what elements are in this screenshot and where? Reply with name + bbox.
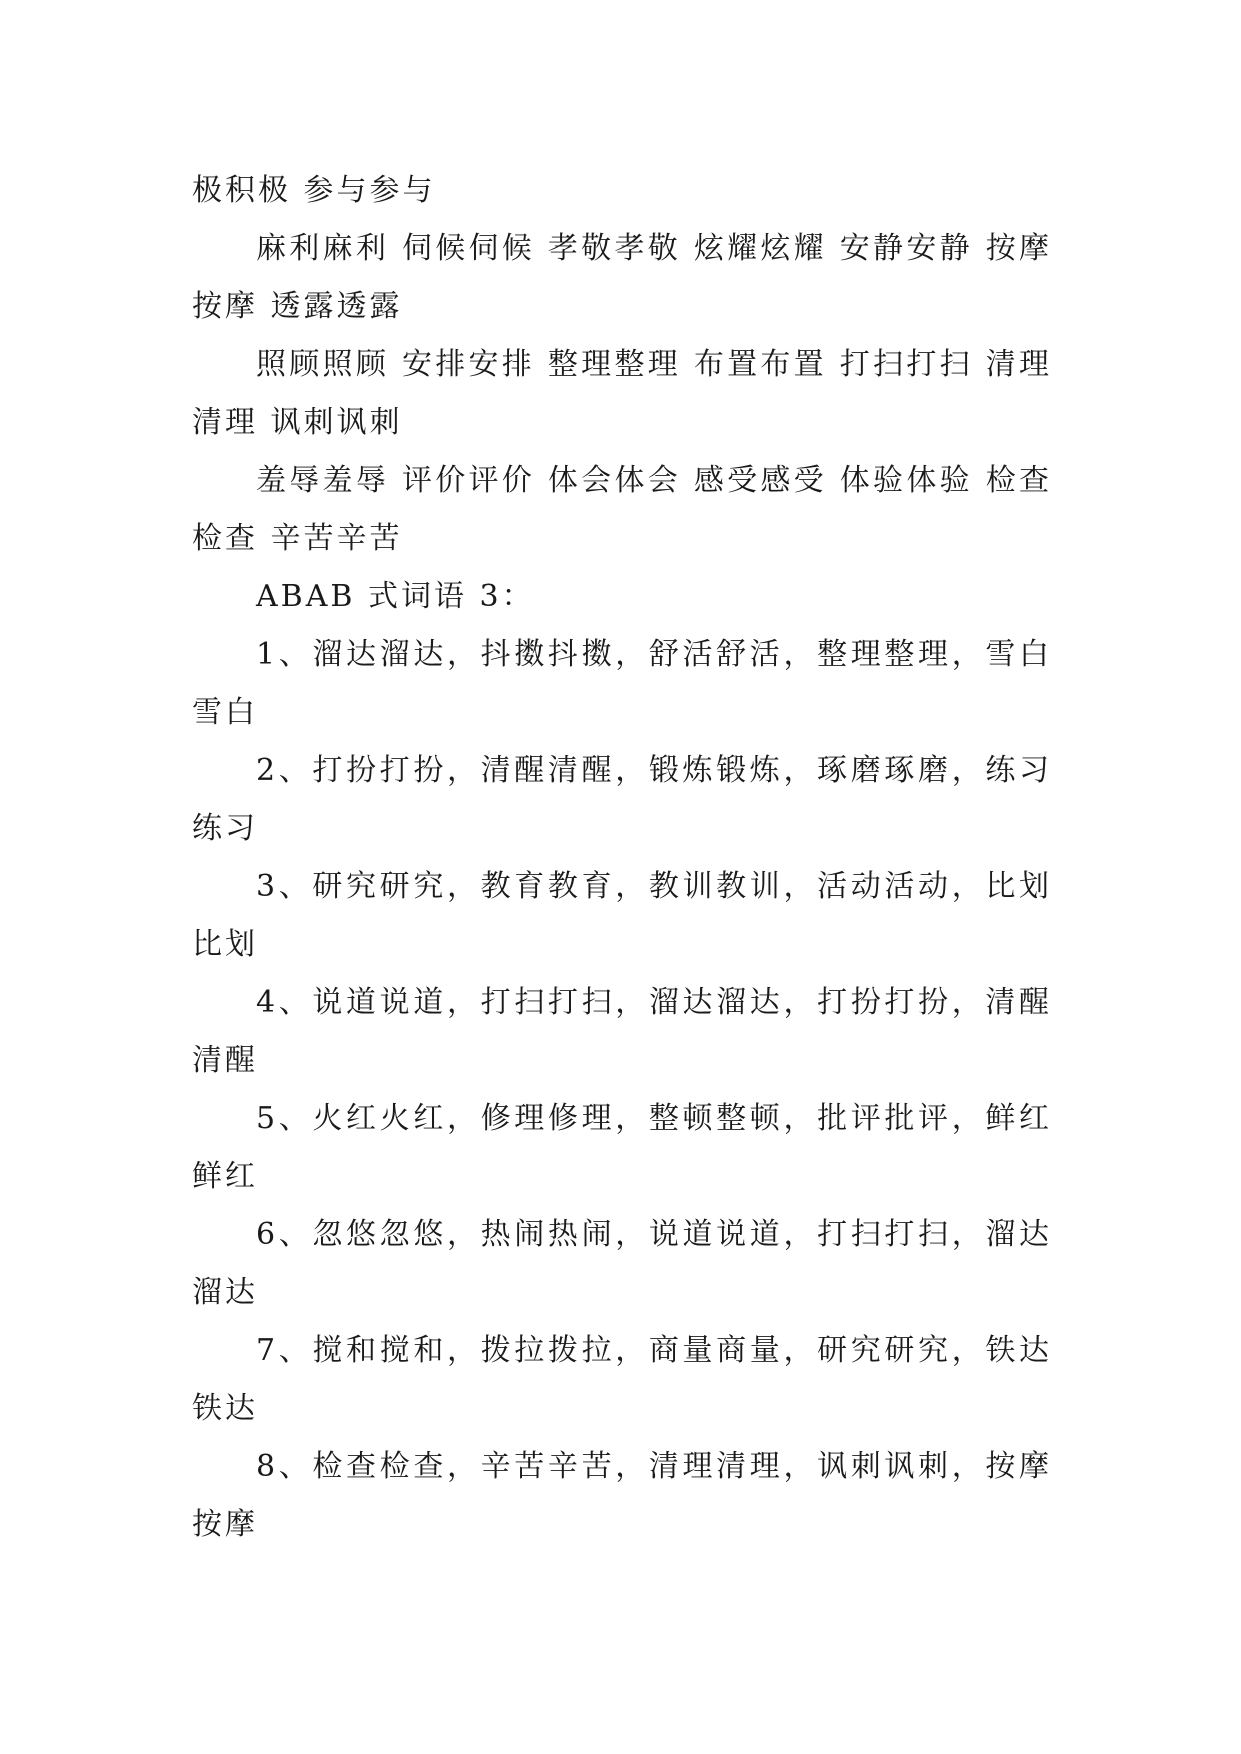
- paragraph-word-list-2: 照顾照顾 安排安排 整理整理 布置布置 打扫打扫 清理清理 讽刺讽刺: [192, 347, 1052, 440]
- list-item-4: 4、说道说道，打扫打扫，溜达溜达，打扮打扮，清醒清醒: [192, 985, 1052, 1078]
- paragraph-continuation: 极积极 参与参与: [192, 173, 436, 208]
- paragraph-word-list-3: 羞辱羞辱 评价评价 体会体会 感受感受 体验体验 检查检查 辛苦辛苦: [192, 463, 1052, 556]
- paragraph-word-list-1: 麻利麻利 伺候伺候 孝敬孝敬 炫耀炫耀 安静安静 按摩按摩 透露透露: [192, 231, 1052, 324]
- list-item-8: 8、检查检查，辛苦辛苦，清理清理，讽刺讽刺，按摩按摩: [192, 1449, 1052, 1542]
- document-body: [192, 162, 1052, 1554]
- list-item-6: 6、忽悠忽悠，热闹热闹，说道说道，打扫打扫，溜达溜达: [192, 1217, 1052, 1310]
- list-item-5: 5、火红火红，修理修理，整顿整顿，批评批评，鲜红鲜红: [192, 1101, 1052, 1194]
- list-item-1: 1、溜达溜达，抖擞抖擞，舒活舒活，整理整理，雪白雪白: [192, 637, 1052, 730]
- list-item-7: 7、搅和搅和，拨拉拨拉，商量商量，研究研究，铁达铁达: [192, 1333, 1052, 1426]
- list-item-3: 3、研究研究，教育教育，教训教训，活动活动，比划比划: [192, 869, 1052, 962]
- list-item-2: 2、打扮打扮，清醒清醒，锻炼锻炼，琢磨琢磨，练习练习: [192, 753, 1052, 846]
- section-heading: ABAB 式词语 3：: [256, 579, 535, 614]
